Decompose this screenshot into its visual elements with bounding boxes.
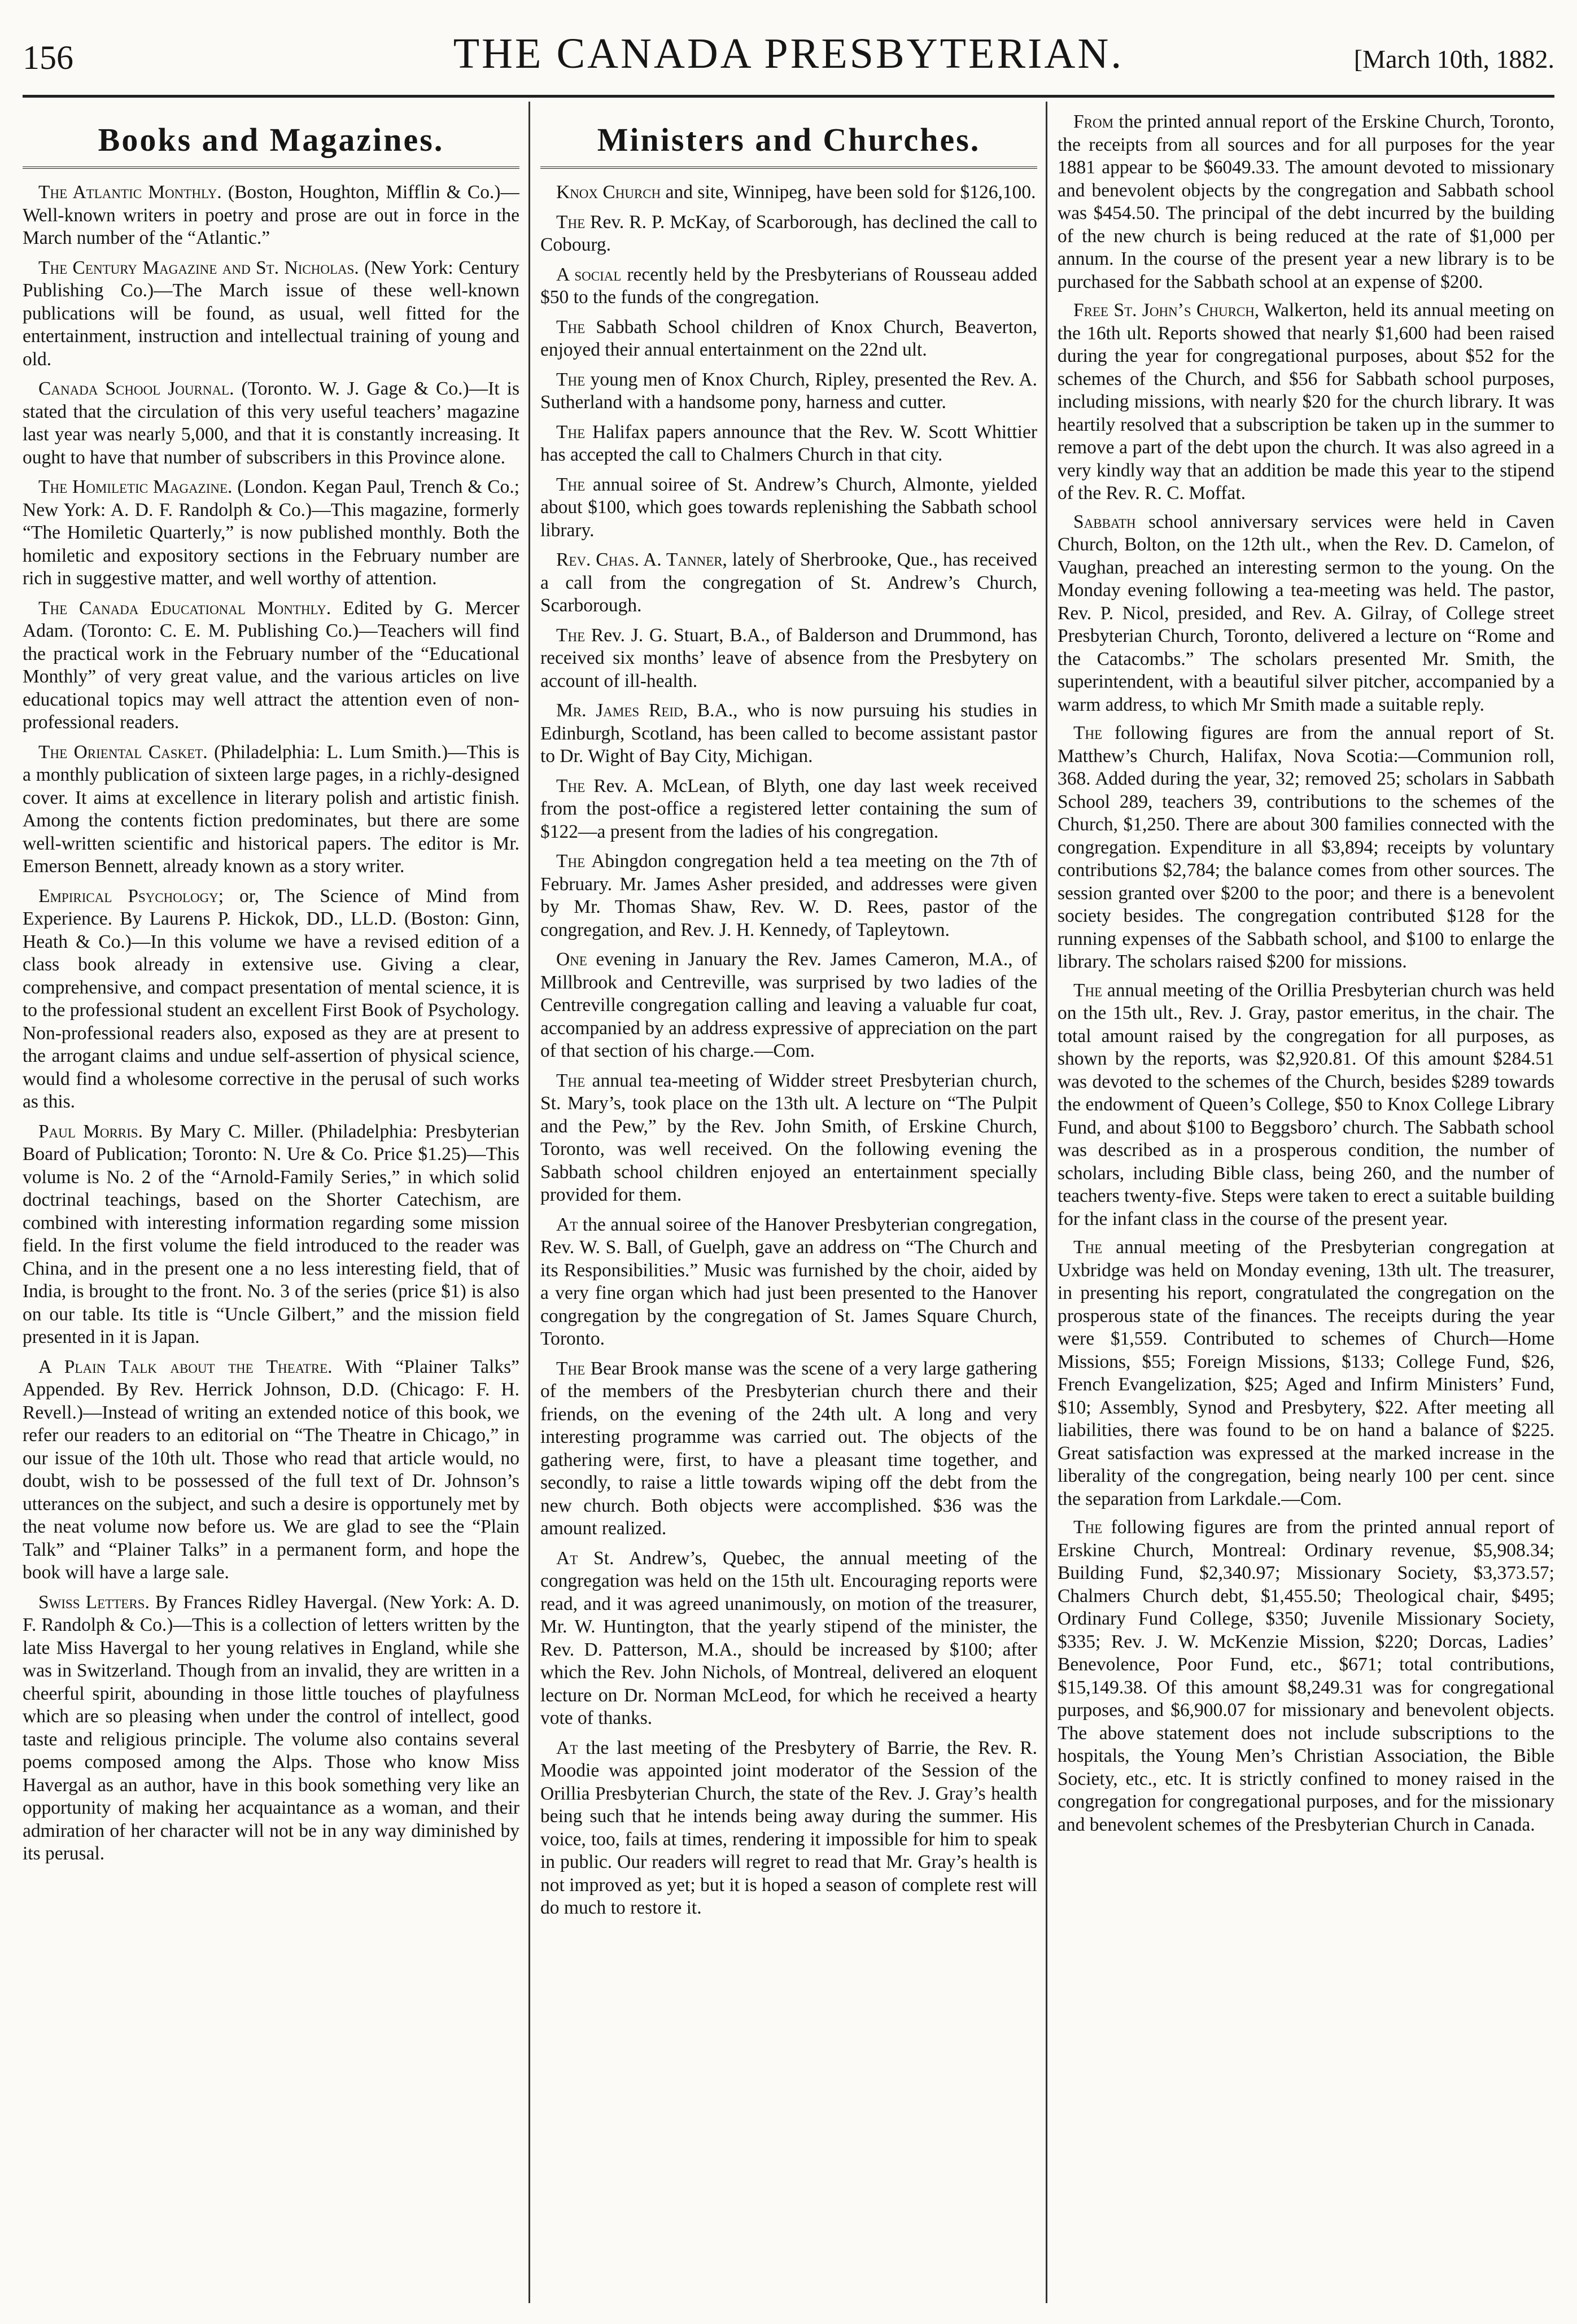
article-paragraph	[1058, 511, 1554, 717]
header-rule	[23, 95, 1554, 98]
article-paragraph	[540, 850, 1037, 942]
article-paragraph	[23, 476, 519, 590]
article-body: By Mary C. Miller. (Philadelphia: Presbyterian Board of Publication; Toronto: N. Ure & Co. Price $1.25)—This volume is No. 2 of the “Arnold-Family Series,” in which solid doctrinal teachings, based on the Shorter Catechism, are combined with interesting information regarding some mission field. In the first volume the field introduced to the reader was China, and in the present one a no less interesting field, that of India, is brought to the front. No. 3 of the series (price $1) is also on our table. Its title is “Uncle Gilbert,” and the mission field presented in it is Japan.	[23, 1121, 519, 1347]
article-paragraph	[540, 264, 1037, 309]
article-paragraph	[1058, 1516, 1554, 1836]
article-lead: The Century Magazine and St. Nicholas.	[38, 257, 359, 278]
article-body: (London. Kegan Paul, Trench & Co.; New York: A. D. F. Randolph & Co.)—This magazine, formerly “The Homiletic Quarterly,” is now published monthly. Both the homiletic and expository sections in the February number are rich in suggestive matter, and well worthy of attention.	[23, 476, 519, 589]
article-lead: The Canada Educational Monthly.	[38, 597, 331, 619]
article-lead: At	[556, 1547, 578, 1569]
article-paragraph	[540, 1737, 1037, 1920]
article-body: or, The Science of Mind from Experience. By Laurens P. Hickok, DD., LL.D. (Boston: Ginn, Heath & Co.)—In this volume we have a revised edition of a class book already in extensive use. Giving a clear, comprehensive, and compact presentation of mental science, it is to the professional student an excellent First Book of Psychology. Non-professional readers also, exposed as they are at present to the arrogant claims and undue self-assertion of physical science, would find a wholesome corrective in the perusal of such works as this.	[23, 885, 519, 1112]
article-body: the printed annual report of the Erskine Church, Toronto, the receipts from all sources and for all purposes for the year 1881 appear to be $6049.33. The amount devoted to missionary and benevolent objects by the congregation and Sabbath school was $454.50. The principal of the debt incurred by the building of the new church is being reduced at the rate of $1,000 per annum. In the course of the present year a new library is to be purchased for the Sabbath school at an expense of $200.	[1058, 111, 1554, 292]
article-body: B.A., who is now pursuing his studies in Edinburgh, Scotland, has been called to become assistant pastor to Dr. Wight of Bay City, Michigan.	[540, 700, 1037, 767]
article-lead: The	[556, 316, 586, 338]
article-lead: Knox Church	[556, 182, 661, 203]
article-paragraph	[23, 257, 519, 371]
article-body: Bear Brook manse was the scene of a very large gathering of the members of the Presbyterian church there and their friends, on the evening of the 24th ult. A long and very interesting programme was carried out. The objects of the gathering were, first, to have a pleasant time together, and secondly, to raise a little towards wiping off the debt from the new church. Both objects were accomplished. $36 was the amount realized.	[540, 1358, 1037, 1539]
column-ministers-and-churches	[540, 111, 1037, 2301]
article-body: Edited by G. Mercer Adam. (Toronto: C. E. M. Publishing Co.)—Teachers will find the practical work in the February number of the “Educational Monthly” of very great value, and the various articles on live educational topics may well attract the attention even of non-professional readers.	[23, 597, 519, 733]
article-paragraph	[540, 181, 1037, 204]
article-lead: The	[556, 624, 586, 646]
article-body: the last meeting of the Presbytery of Barrie, the Rev. R. Moodie was appointed joint moderator of the Session of the Orillia Presbyterian Church, the state of the Rev. J. Gray’s health being such that he intends being away during the summer. His voice, too, fails at times, rendering it impossible for him to speak in public. Our readers will regret to read that Mr. Gray’s health is not improved as yet; but it is hoped a season of complete rest will do much to restore it.	[540, 1737, 1037, 1918]
article-body: Sabbath School children of Knox Church, Beaverton, enjoyed their annual entertainment on the 22nd ult.	[540, 316, 1037, 360]
article-body: annual meeting of the Presbyterian congregation at Uxbridge was held on Monday evening, 13th ult. The treasurer, in presenting his report, congratulated the congregation on the prosperous state of the finances. The receipts during the year were $1,559. Contributed to schemes of Church—Home Missions, $55; Foreign Missions, $133; College Fund, $26, French Evangelization, $25; Aged and Infirm Ministers’ Fund, $10; Assembly, Synod and Presbytery, $22. After meeting all liabilities, there was found to be on hand a balance of $225. Great satisfaction was expressed at the marked increase in the liberality of the congregation, being nearly 100 per cent. since the separation from Larkdale.—Com.	[1058, 1237, 1554, 1509]
article-body: Halifax papers announce that the Rev. W. Scott Whittier has accepted the call to Chalmers Church in that city.	[540, 421, 1037, 465]
article-body: Abingdon congregation held a tea meeting on the 7th of February. Mr. James Asher presided, and addresses were given by Mr. Thomas Shaw, Rev. W. D. Rees, pastor of the congregation, and Rev. J. H. Kennedy, of Tapleytown.	[540, 851, 1037, 940]
article-lead: The	[1073, 979, 1103, 1001]
article-lead: The	[556, 1358, 586, 1379]
article-body: annual meeting of the Orillia Presbyterian church was held on the 15th ult., Rev. J. Gray, pastor emeritus, in the chair. The total amount raised by the congregation for all purposes, as shown by the reports, was $2,920.81. Of this amount $284.51 was devoted to the schemes of the Church, besides $289 towards the endowment of Queen’s College, $50 to Knox College Library Fund, and about $100 to Beggsboro’ church. The Sabbath school was described as in a prosperous condition, the number of scholars, including Bible class, being 260, and the number of teachers twenty-five. Steps were taken to erect a suitable building for the infant class in the course of the present year.	[1058, 979, 1554, 1229]
article-paragraph	[540, 211, 1037, 257]
article-paragraph	[540, 1547, 1037, 1730]
article-lead: At	[556, 1737, 578, 1758]
article-body: following figures are from the printed annual report of Erskine Church, Montreal: Ordinary revenue, $5,908.34; Building Fund, $2,340.97; Missionary Society, $3,373.57; Chalmers Church debt, $1,455.50; Theological chair, $495; Ordinary Fund College, $350; Juvenile Missionary Society, $335; Rev. J. W. McKenzie Mission, $220; Dorcas, Ladies’ Benevolence, Poor Fund, etc., $671; total contributions, $15,149.38. Of this amount $8,249.31 was for congregational purposes, and $6,900.07 for missionary and benevolent objects. The above statement does not include subscriptions to the hospitals, the Young Men’s Christian Association, the Bible Society, etc., etc. It is strictly confined to money raised in the congregation for congregational purposes, and for the missionary and benevolent schemes of the Presbyterian Church in Canada.	[1058, 1517, 1554, 1835]
article-body: (Toronto. W. J. Gage & Co.)—It is stated that the circulation of this very useful teachers’ magazine last year was nearly 5,000, and that it is constantly increasing. It ought to have that number of subscribers in this Province alone.	[23, 378, 519, 468]
article-body: recently held by the Presbyterians of Rousseau added $50 to the funds of the congregation.	[540, 264, 1037, 308]
article-body: Walkerton, held its annual meeting on the 16th ult. Reports showed that nearly $1,600 had been raised during the year for congregational purposes, about $52 for the schemes of the Church, and $56 for Sabbath school purposes, including missions, with nearly $20 for the church library. It was heartily resolved that a subscription be taken up in the summer to remove a part of the debt upon the church. It was also agreed in a very kindly way that an addition be made this year to the stipend of the Rev. R. C. Moffat.	[1058, 300, 1554, 504]
article-paragraph	[1058, 722, 1554, 974]
article-lead: The Atlantic Monthly.	[38, 182, 222, 203]
issue-date: [March 10th, 1882.	[1353, 45, 1554, 73]
article-body: (New York: Century Publishing Co.)—The March issue of these well-known publications will be found, as usual, well fitted for the entertainment, instruction and intellectual training of young and old.	[23, 257, 519, 370]
article-paragraph	[1058, 1236, 1554, 1511]
article-paragraph	[540, 316, 1037, 362]
column-divider	[528, 102, 530, 2303]
article-paragraph	[23, 181, 519, 250]
article-lead: A social	[556, 264, 622, 285]
article-body: the annual soiree of the Hanover Presbyterian congregation, Rev. W. S. Ball, of Guelph, gave an address on “The Church and its Responsibilities.” Music was furnished by the choir, aided by a very fine organ which had just been presented to the Hanover congregation by the congregation of St. James Square Church, Toronto.	[540, 1214, 1037, 1349]
article-body: and site, Winnipeg, have been sold for $126,100.	[665, 182, 1036, 203]
article-paragraph	[540, 1214, 1037, 1351]
page-number: 156	[23, 39, 73, 76]
article-body: Rev. R. P. McKay, of Scarborough, has declined the call to Cobourg.	[540, 211, 1037, 255]
article-lead: The Oriental Casket.	[38, 741, 208, 763]
masthead	[23, 27, 1554, 95]
article-body: evening in January the Rev. James Cameron, M.A., of Millbrook and Centreville, was surprised by two ladies of the Centreville congregation calling and leaving a valuable fur coat, accompanied by an address expressive of appreciation on the part of that section of his charge.—Com.	[540, 949, 1037, 1061]
article-paragraph	[23, 1121, 519, 1349]
article-lead: The Homiletic Magazine.	[38, 476, 233, 497]
section-heading: Ministers and Churches.	[540, 111, 1037, 169]
article-body: young men of Knox Church, Ripley, presented the Rev. A. Sutherland with a handsome pony, harness and cutter.	[540, 369, 1037, 413]
article-lead: Mr. James Reid,	[556, 700, 688, 721]
article-body: (Philadelphia: L. Lum Smith.)—This is a monthly publication of sixteen large pages, in a richly-designed cover. It aims at excellence in literary polish and artistic finish. Among the contents fiction predominates, but there are some well-written scientific and historical papers. The editor is Mr. Emerson Bennett, already known as a story writer.	[23, 741, 519, 877]
article-paragraph	[540, 624, 1037, 693]
article-lead: From	[1073, 111, 1114, 132]
article-lead: Rev. Chas. A. Tanner,	[556, 549, 727, 570]
article-lead: Swiss Letters.	[38, 1591, 150, 1613]
article-paragraph	[540, 1070, 1037, 1207]
article-body: annual soiree of St. Andrew’s Church, Almonte, yielded about $100, which goes towards replenishing the Sabbath school library.	[540, 474, 1037, 541]
article-paragraph	[23, 741, 519, 878]
article-paragraph	[1058, 111, 1554, 294]
article-lead: The	[556, 474, 586, 495]
article-lead: The	[556, 1070, 586, 1091]
article-lead: Free St. John’s Church,	[1073, 300, 1260, 321]
article-lead: A Plain Talk about the Theatre.	[38, 1356, 333, 1377]
article-body: (Boston, Houghton, Mifflin & Co.)—Well-known writers in poetry and prose are out in force in the March number of the “Atlantic.”	[23, 182, 519, 248]
article-paragraph	[540, 421, 1037, 467]
article-paragraph	[1058, 299, 1554, 505]
article-paragraph	[23, 1591, 519, 1866]
article-paragraph	[23, 1356, 519, 1585]
article-paragraph	[540, 1358, 1037, 1540]
article-lead: At	[556, 1214, 578, 1235]
article-lead: Paul Morris.	[38, 1121, 143, 1142]
article-body: school anniversary services were held in Caven Church, Bolton, on the 12th ult., when the Rev. D. Camelon, of Vaughan, preached an interesting sermon to the young. On the Monday evening following a tea-meeting was held. The pastor, Rev. P. Nicol, presided, and Rev. A. Gilray, of College street Presbyterian Church, Toronto, delivered a lecture on “Rome and the Catacombs.” The scholars presented Mr. Smith, the superintendent, with a beautiful silver pitcher, accompanied by a warm address, to which Mr Smith made a suitable reply.	[1058, 511, 1554, 715]
article-lead: The	[1073, 723, 1103, 743]
article-body: following figures are from the annual report of St. Matthew’s Church, Halifax, Nova Scotia:—Communion roll, 368. Added during the year, 32; removed 25; scholars in Sabbath School 289, teachers 39, contributions to the schemes of the Church, $1,250. There are about 300 families connected with the congregation. Expenditure in all $3,894; receipts by voluntary contributions $2,784; the balance comes from other sources. The session granted over $200 to the poor; and there is a benevolent society besides. The congregation contributed $128 for the running expenses of the Sabbath school, and $100 to enlarge the library. The scholars raised $200 for missions.	[1058, 723, 1554, 972]
article-body: St. Andrew’s, Quebec, the annual meeting of the congregation was held on the 15th ult. Encouraging reports were read, and it was agreed unanimously, on motion of the treasurer, Mr. W. Huntington, that the yearly stipend of the minister, the Rev. D. Patterson, M.A., should be increased by $100; after which the Rev. John Nichols, of Montreal, delivered an eloquent lecture on Dr. Norman McLeod, for which he received a hearty vote of thanks.	[540, 1547, 1037, 1728]
article-paragraph	[540, 948, 1037, 1063]
article-body: Rev. A. McLean, of Blyth, one day last week received from the post-office a registered letter containing the sum of $122—a present from the ladies of his congregation.	[540, 775, 1037, 842]
article-lead: The	[556, 775, 586, 796]
article-lead: Canada School Journal.	[38, 378, 234, 399]
article-paragraph	[540, 775, 1037, 844]
article-lead: The	[1073, 1517, 1103, 1538]
column-church-news-continued	[1058, 111, 1554, 2301]
article-lead: One	[556, 949, 587, 970]
paper-title: THE CANADA PRESBYTERIAN.	[453, 30, 1124, 77]
column-books-and-magazines	[23, 111, 519, 2301]
article-paragraph	[540, 474, 1037, 542]
article-body: With “Plainer Talks” Appended. By Rev. Herrick Johnson, D.D. (Chicago: F. H. Revell.)—Instead of writing an extended notice of this book, we refer our readers to an editorial on “The Theatre in Chicago,” in our issue of the 10th ult. Those who read that article would, no doubt, wish to be possessed of the full text of Dr. Johnson’s utterances on the subject, and such a desire is opportunely met by the neat volume now before us. We are glad to see the “Plain Talk” and “Plainer Talks” in a permanent form, and hope the book will have a large sale.	[23, 1356, 519, 1583]
column-divider	[1046, 102, 1047, 2303]
article-lead: The	[556, 851, 586, 872]
article-paragraph	[540, 549, 1037, 618]
article-paragraph	[23, 597, 519, 734]
article-paragraph	[23, 378, 519, 469]
article-lead: Empirical Psychology;	[38, 885, 224, 907]
article-lead: The	[1073, 1237, 1103, 1258]
article-lead: The	[556, 211, 586, 233]
article-paragraph	[1058, 979, 1554, 1231]
article-body: Rev. J. G. Stuart, B.A., of Balderson and Drummond, has received six months’ leave of absence from the Presbytery on account of ill-health.	[540, 624, 1037, 691]
article-paragraph	[540, 369, 1037, 414]
article-lead: Sabbath	[1073, 511, 1136, 532]
article-body: lately of Sherbrooke, Que., has received a call from the congregation of St. Andrew’s Church, Scarborough.	[540, 549, 1037, 616]
article-body: annual tea-meeting of Widder street Presbyterian church, St. Mary’s, took place on the 13th ult. A lecture on “The Pulpit and the Pew,” by the Rev. John Smith, of Erskine Church, Toronto, was well received. On the following evening the Sabbath school children enjoyed an entertainment specially provided for them.	[540, 1070, 1037, 1205]
article-paragraph	[23, 885, 519, 1114]
article-paragraph	[540, 699, 1037, 768]
article-lead: The	[556, 421, 586, 443]
section-heading: Books and Magazines.	[23, 111, 519, 169]
article-body: By Frances Ridley Havergal. (New York: A. D. F. Randolph & Co.)—This is a collection of letters written by the late Miss Havergal to her young relatives in England, while she was in Switzerland. Though from an invalid, they are written in a cheerful spirit, abounding in those little touches of playfulness which are so pleasing when under the control of intellect, good taste and religious principle. The volume also contains several poems composed among the Alps. Those who know Miss Havergal as an author, have in this book something very like an opportunity of making her acquaintance as a woman, and their admiration of her character will not be in any way diminished by its perusal.	[23, 1591, 519, 1864]
article-lead: The	[556, 369, 586, 390]
